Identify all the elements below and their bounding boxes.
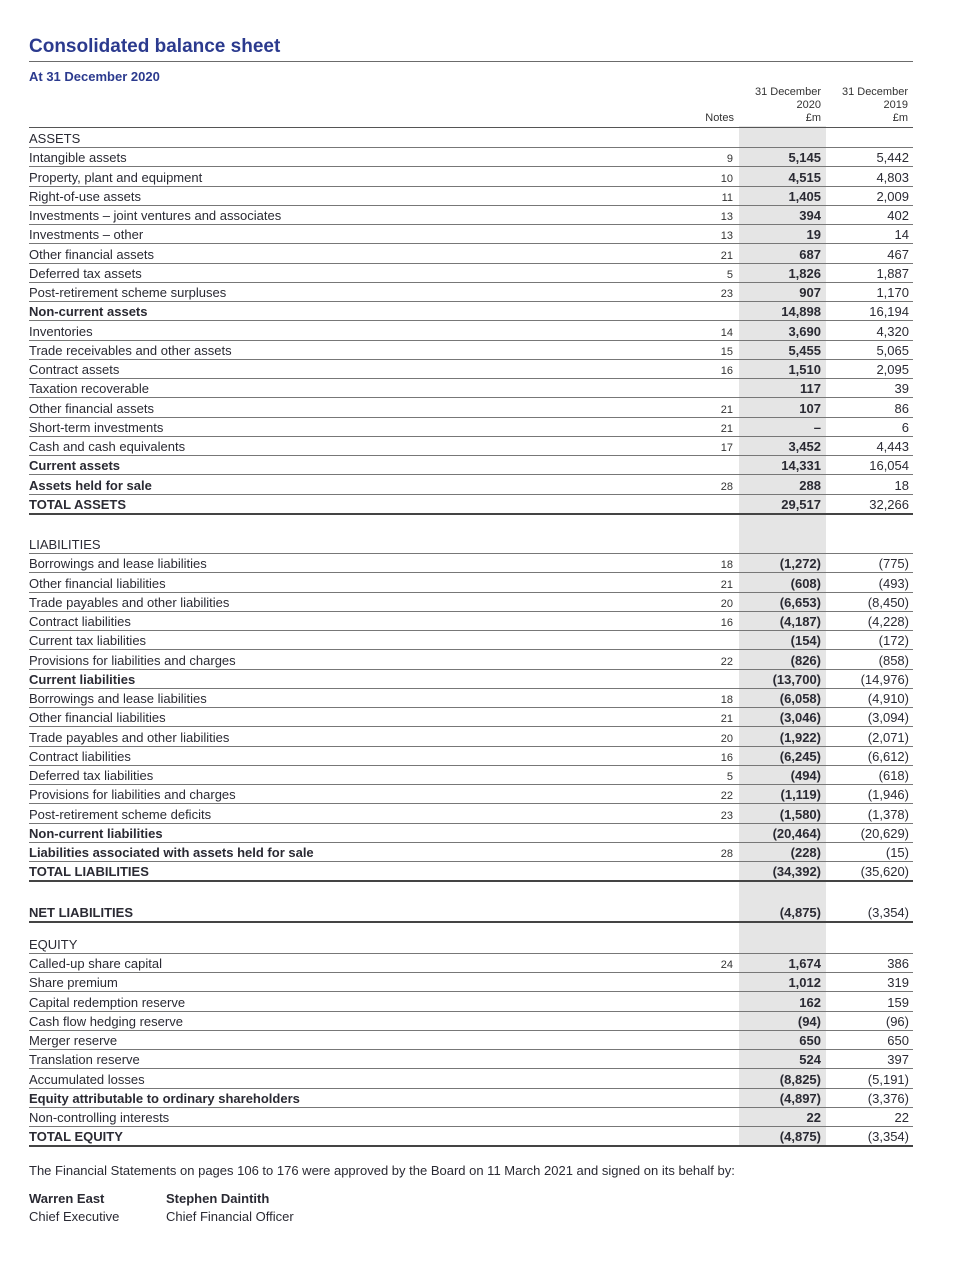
row-value-2019: (5,191) xyxy=(867,1072,909,1087)
row-value-2019: 386 xyxy=(887,956,909,971)
row-note: 21 xyxy=(720,423,733,435)
row-value-2020: 5,145 xyxy=(788,150,821,165)
row-label: Called-up share capital xyxy=(29,956,162,971)
row-value-2019: 22 xyxy=(894,1110,909,1125)
signatory-role: Chief Executive xyxy=(29,1209,120,1224)
row-note: 22 xyxy=(720,790,733,802)
row-value-2019: 2,095 xyxy=(876,362,909,377)
row-value-2019: 18 xyxy=(894,478,909,493)
row-label: Deferred tax assets xyxy=(29,266,142,281)
row-label: EQUITY xyxy=(29,937,78,952)
row-note: 28 xyxy=(720,848,733,860)
row-note: 17 xyxy=(720,442,733,454)
table-row xyxy=(29,282,913,302)
table-row xyxy=(29,534,913,554)
row-label: TOTAL ASSETS xyxy=(29,497,127,512)
row-value-2019: 5,442 xyxy=(876,150,909,165)
table-row xyxy=(29,688,913,708)
row-value-2019: 1,887 xyxy=(876,266,909,281)
row-note: 13 xyxy=(720,230,733,242)
row-note: 20 xyxy=(720,733,733,745)
table-row xyxy=(29,992,913,1012)
row-value-2020: 14,331 xyxy=(781,458,821,473)
row-note: 22 xyxy=(720,656,733,668)
row-value-2020: 22 xyxy=(806,1110,821,1125)
row-note: 24 xyxy=(720,959,733,971)
row-note: 5 xyxy=(726,269,733,281)
row-value-2019: (493) xyxy=(878,576,909,591)
row-label: Equity attributable to ordinary shareholders xyxy=(29,1091,300,1106)
row-label: TOTAL LIABILITIES xyxy=(29,864,149,879)
row-value-2019: 467 xyxy=(887,247,909,262)
row-note: 16 xyxy=(720,365,733,377)
table-row xyxy=(29,861,913,882)
table-row xyxy=(29,455,913,475)
row-label: Borrowings and lease liabilities xyxy=(29,556,207,571)
py-header-date: 31 December xyxy=(841,86,908,98)
py-header-unit: £m xyxy=(892,112,908,124)
row-value-2019: 6 xyxy=(901,420,909,435)
table-row xyxy=(29,553,913,573)
row-value-2020: 650 xyxy=(799,1033,821,1048)
row-value-2020: (494) xyxy=(790,768,821,783)
row-value-2020: (1,580) xyxy=(779,807,821,822)
table-row xyxy=(29,128,913,148)
page-subtitle: At 31 December 2020 xyxy=(29,69,160,84)
row-value-2020: 3,690 xyxy=(788,324,821,339)
row-label: Current liabilities xyxy=(29,672,136,687)
row-note: 20 xyxy=(720,598,733,610)
row-value-2020: (1,922) xyxy=(779,730,821,745)
row-value-2020: (4,875) xyxy=(779,1129,821,1144)
table-row xyxy=(29,842,913,862)
row-note: 16 xyxy=(720,752,733,764)
table-row xyxy=(29,902,913,923)
row-label: Property, plant and equipment xyxy=(29,170,203,185)
table-row xyxy=(29,1011,913,1031)
row-value-2020: (4,187) xyxy=(779,614,821,629)
row-value-2020: (6,245) xyxy=(779,749,821,764)
row-value-2020: – xyxy=(813,420,821,435)
table-row xyxy=(29,244,913,264)
row-note: 21 xyxy=(720,250,733,262)
row-value-2020: (228) xyxy=(790,845,821,860)
table-row xyxy=(29,475,913,495)
row-value-2020: 107 xyxy=(799,401,821,416)
row-label: Short-term investments xyxy=(29,420,164,435)
row-label: NET LIABILITIES xyxy=(29,905,133,920)
row-value-2019: 1,170 xyxy=(876,285,909,300)
row-note: 23 xyxy=(720,288,733,300)
table-row xyxy=(29,494,913,515)
row-label: Cash flow hedging reserve xyxy=(29,1014,183,1029)
table-row xyxy=(29,765,913,785)
row-value-2019: (3,094) xyxy=(867,710,909,725)
row-value-2020: (1,272) xyxy=(779,556,821,571)
row-value-2019: (14,976) xyxy=(860,672,909,687)
row-value-2020: 162 xyxy=(799,995,821,1010)
row-label: Borrowings and lease liabilities xyxy=(29,691,207,706)
row-value-2019: (4,910) xyxy=(867,691,909,706)
row-label: Taxation recoverable xyxy=(29,381,149,396)
row-value-2019: (15) xyxy=(885,845,909,860)
table-row xyxy=(29,147,913,167)
row-value-2019: 16,194 xyxy=(869,304,909,319)
table-row xyxy=(29,263,913,283)
row-value-2020: (1,119) xyxy=(780,787,821,802)
row-value-2019: (172) xyxy=(878,633,909,648)
row-label: Translation reserve xyxy=(29,1052,140,1067)
row-value-2019: 159 xyxy=(887,995,909,1010)
row-value-2019: 32,266 xyxy=(869,497,909,512)
row-label: Contract liabilities xyxy=(29,749,131,764)
row-value-2020: 288 xyxy=(799,478,821,493)
row-label: Non-current liabilities xyxy=(29,826,163,841)
table-row xyxy=(29,611,913,631)
table-row xyxy=(29,224,913,244)
table-row xyxy=(29,804,913,824)
row-label: Deferred tax liabilities xyxy=(29,768,154,783)
row-note: 18 xyxy=(720,694,733,706)
table-row xyxy=(29,167,913,187)
row-value-2020: 1,405 xyxy=(788,189,821,204)
title-divider xyxy=(29,61,913,62)
row-label: LIABILITIES xyxy=(29,537,101,552)
row-value-2020: 907 xyxy=(799,285,821,300)
row-label: Merger reserve xyxy=(29,1033,118,1048)
row-label: Post-retirement scheme surpluses xyxy=(29,285,227,300)
row-note: 5 xyxy=(726,771,733,783)
row-label: Right-of-use assets xyxy=(29,189,141,204)
row-value-2019: (2,071) xyxy=(867,730,909,745)
table-row xyxy=(29,436,913,456)
row-note: 21 xyxy=(720,404,733,416)
row-note: 21 xyxy=(720,579,733,591)
row-value-2019: (775) xyxy=(878,556,909,571)
row-value-2020: 14,898 xyxy=(781,304,821,319)
table-row xyxy=(29,727,913,747)
row-value-2020: (608) xyxy=(790,576,821,591)
row-note: 16 xyxy=(720,617,733,629)
row-value-2020: 3,452 xyxy=(788,439,821,454)
row-label: Share premium xyxy=(29,975,118,990)
row-value-2020: (94) xyxy=(797,1014,821,1029)
table-row xyxy=(29,1030,913,1050)
row-note: 23 xyxy=(720,810,733,822)
row-note: 15 xyxy=(720,346,733,358)
table-row xyxy=(29,417,913,437)
row-value-2020: (4,875) xyxy=(779,905,821,920)
row-value-2019: 14 xyxy=(894,227,909,242)
row-note: 11 xyxy=(721,192,733,204)
row-value-2019: 4,443 xyxy=(876,439,909,454)
row-label: Contract assets xyxy=(29,362,120,377)
table-row xyxy=(29,1126,913,1147)
py-header-year: 2019 xyxy=(883,99,908,111)
row-value-2019: 397 xyxy=(887,1052,909,1067)
table-row xyxy=(29,1107,913,1127)
row-value-2020: 1,510 xyxy=(788,362,821,377)
signatory-role: Chief Financial Officer xyxy=(166,1209,294,1224)
row-value-2019: (35,620) xyxy=(860,864,909,879)
row-value-2019: 5,065 xyxy=(876,343,909,358)
row-value-2019: 2,009 xyxy=(876,189,909,204)
row-note: 13 xyxy=(720,211,733,223)
table-row xyxy=(29,340,913,360)
row-value-2020: (154) xyxy=(790,633,821,648)
row-value-2019: (1,946) xyxy=(867,787,909,802)
row-label: Other financial assets xyxy=(29,247,155,262)
row-value-2020: 1,826 xyxy=(788,266,821,281)
row-value-2019: 39 xyxy=(894,381,909,396)
row-value-2019: (3,354) xyxy=(867,905,909,920)
row-label: Post-retirement scheme deficits xyxy=(29,807,212,822)
signatory-name: Stephen Daintith xyxy=(166,1191,270,1206)
approval-statement: The Financial Statements on pages 106 to 176 were approved by the Board on 11 March 2021 and signed on its behalf by: xyxy=(29,1163,735,1178)
row-value-2020: 19 xyxy=(806,227,821,242)
row-note: 10 xyxy=(720,173,733,185)
row-value-2019: (4,228) xyxy=(867,614,909,629)
row-value-2020: (6,058) xyxy=(779,691,821,706)
row-value-2019: 16,054 xyxy=(869,458,909,473)
prior-year-column-header xyxy=(830,86,908,125)
table-row xyxy=(29,823,913,843)
table-row xyxy=(29,707,913,727)
row-label: Non-controlling interests xyxy=(29,1110,170,1125)
row-value-2020: (6,653) xyxy=(779,595,821,610)
row-label: Contract liabilities xyxy=(29,614,131,629)
table-row xyxy=(29,1088,913,1108)
row-label: Trade payables and other liabilities xyxy=(29,730,230,745)
row-value-2020: (826) xyxy=(790,653,821,668)
row-note: 9 xyxy=(726,153,733,165)
row-label: Accumulated losses xyxy=(29,1072,145,1087)
row-value-2020: (8,825) xyxy=(779,1072,821,1087)
row-label: Investments – joint ventures and associates xyxy=(29,208,282,223)
row-value-2019: 650 xyxy=(887,1033,909,1048)
row-value-2019: (3,376) xyxy=(867,1091,909,1106)
row-value-2019: 4,803 xyxy=(876,170,909,185)
cy-header-date: 31 December xyxy=(754,86,821,98)
row-value-2020: 4,515 xyxy=(788,170,821,185)
row-label: Other financial liabilities xyxy=(29,576,166,591)
signatory-name: Warren East xyxy=(29,1191,105,1206)
row-value-2019: 319 xyxy=(887,975,909,990)
row-value-2019: 4,320 xyxy=(876,324,909,339)
row-label: ASSETS xyxy=(29,131,81,146)
row-label: Non-current assets xyxy=(29,304,148,319)
row-label: Provisions for liabilities and charges xyxy=(29,787,236,802)
row-label: Inventories xyxy=(29,324,93,339)
row-label: Capital redemption reserve xyxy=(29,995,186,1010)
table-row xyxy=(29,359,913,379)
notes-column-header: Notes xyxy=(705,112,734,124)
table-row xyxy=(29,205,913,225)
table-row xyxy=(29,669,913,689)
table-row xyxy=(29,746,913,766)
row-value-2020: (3,046) xyxy=(779,710,821,725)
row-label: Cash and cash equivalents xyxy=(29,439,186,454)
row-value-2020: 394 xyxy=(799,208,821,223)
row-label: Investments – other xyxy=(29,227,144,242)
cy-header-unit: £m xyxy=(805,112,821,124)
row-value-2019: (3,354) xyxy=(867,1129,909,1144)
row-label: Provisions for liabilities and charges xyxy=(29,653,236,668)
row-value-2020: 1,674 xyxy=(788,956,821,971)
row-note: 14 xyxy=(720,327,733,339)
row-label: Other financial assets xyxy=(29,401,155,416)
row-value-2019: 86 xyxy=(894,401,909,416)
table-row xyxy=(29,186,913,206)
row-label: TOTAL EQUITY xyxy=(29,1129,123,1144)
table-row xyxy=(29,321,913,341)
row-label: Liabilities associated with assets held for sale xyxy=(29,845,314,860)
row-label: Intangible assets xyxy=(29,150,127,165)
table-row xyxy=(29,650,913,670)
row-label: Current assets xyxy=(29,458,121,473)
table-row xyxy=(29,573,913,593)
current-year-column-header xyxy=(739,86,821,125)
row-value-2019: (6,612) xyxy=(867,749,909,764)
table-row xyxy=(29,592,913,612)
table-row xyxy=(29,378,913,398)
cy-header-year: 2020 xyxy=(796,99,821,111)
row-value-2020: 687 xyxy=(799,247,821,262)
row-label: Trade payables and other liabilities xyxy=(29,595,230,610)
table-row xyxy=(29,972,913,992)
row-value-2020: 1,012 xyxy=(788,975,821,990)
table-row xyxy=(29,398,913,418)
row-label: Current tax liabilities xyxy=(29,633,147,648)
row-label: Trade receivables and other assets xyxy=(29,343,232,358)
row-label: Other financial liabilities xyxy=(29,710,166,725)
row-value-2020: 5,455 xyxy=(788,343,821,358)
row-note: 28 xyxy=(720,481,733,493)
table-row xyxy=(29,1069,913,1089)
row-label: Assets held for sale xyxy=(29,478,152,493)
row-value-2019: (618) xyxy=(878,768,909,783)
table-row xyxy=(29,1049,913,1069)
row-value-2020: (13,700) xyxy=(772,672,821,687)
row-value-2019: (858) xyxy=(878,653,909,668)
row-value-2019: (20,629) xyxy=(860,826,909,841)
row-note: 21 xyxy=(720,713,733,725)
row-value-2020: (34,392) xyxy=(772,864,821,879)
row-value-2019: (1,378) xyxy=(867,807,909,822)
row-value-2020: (20,464) xyxy=(772,826,821,841)
row-value-2020: 524 xyxy=(799,1052,821,1067)
table-row xyxy=(29,784,913,804)
row-note: 18 xyxy=(720,559,733,571)
table-row xyxy=(29,934,913,954)
row-value-2020: 29,517 xyxy=(781,497,821,512)
row-value-2019: 402 xyxy=(887,208,909,223)
row-value-2019: (8,450) xyxy=(867,595,909,610)
row-value-2020: 117 xyxy=(800,381,821,396)
row-value-2019: (96) xyxy=(885,1014,909,1029)
table-row xyxy=(29,630,913,650)
row-value-2020: (4,897) xyxy=(779,1091,821,1106)
table-row xyxy=(29,953,913,973)
page-title: Consolidated balance sheet xyxy=(29,36,281,57)
table-row xyxy=(29,301,913,321)
